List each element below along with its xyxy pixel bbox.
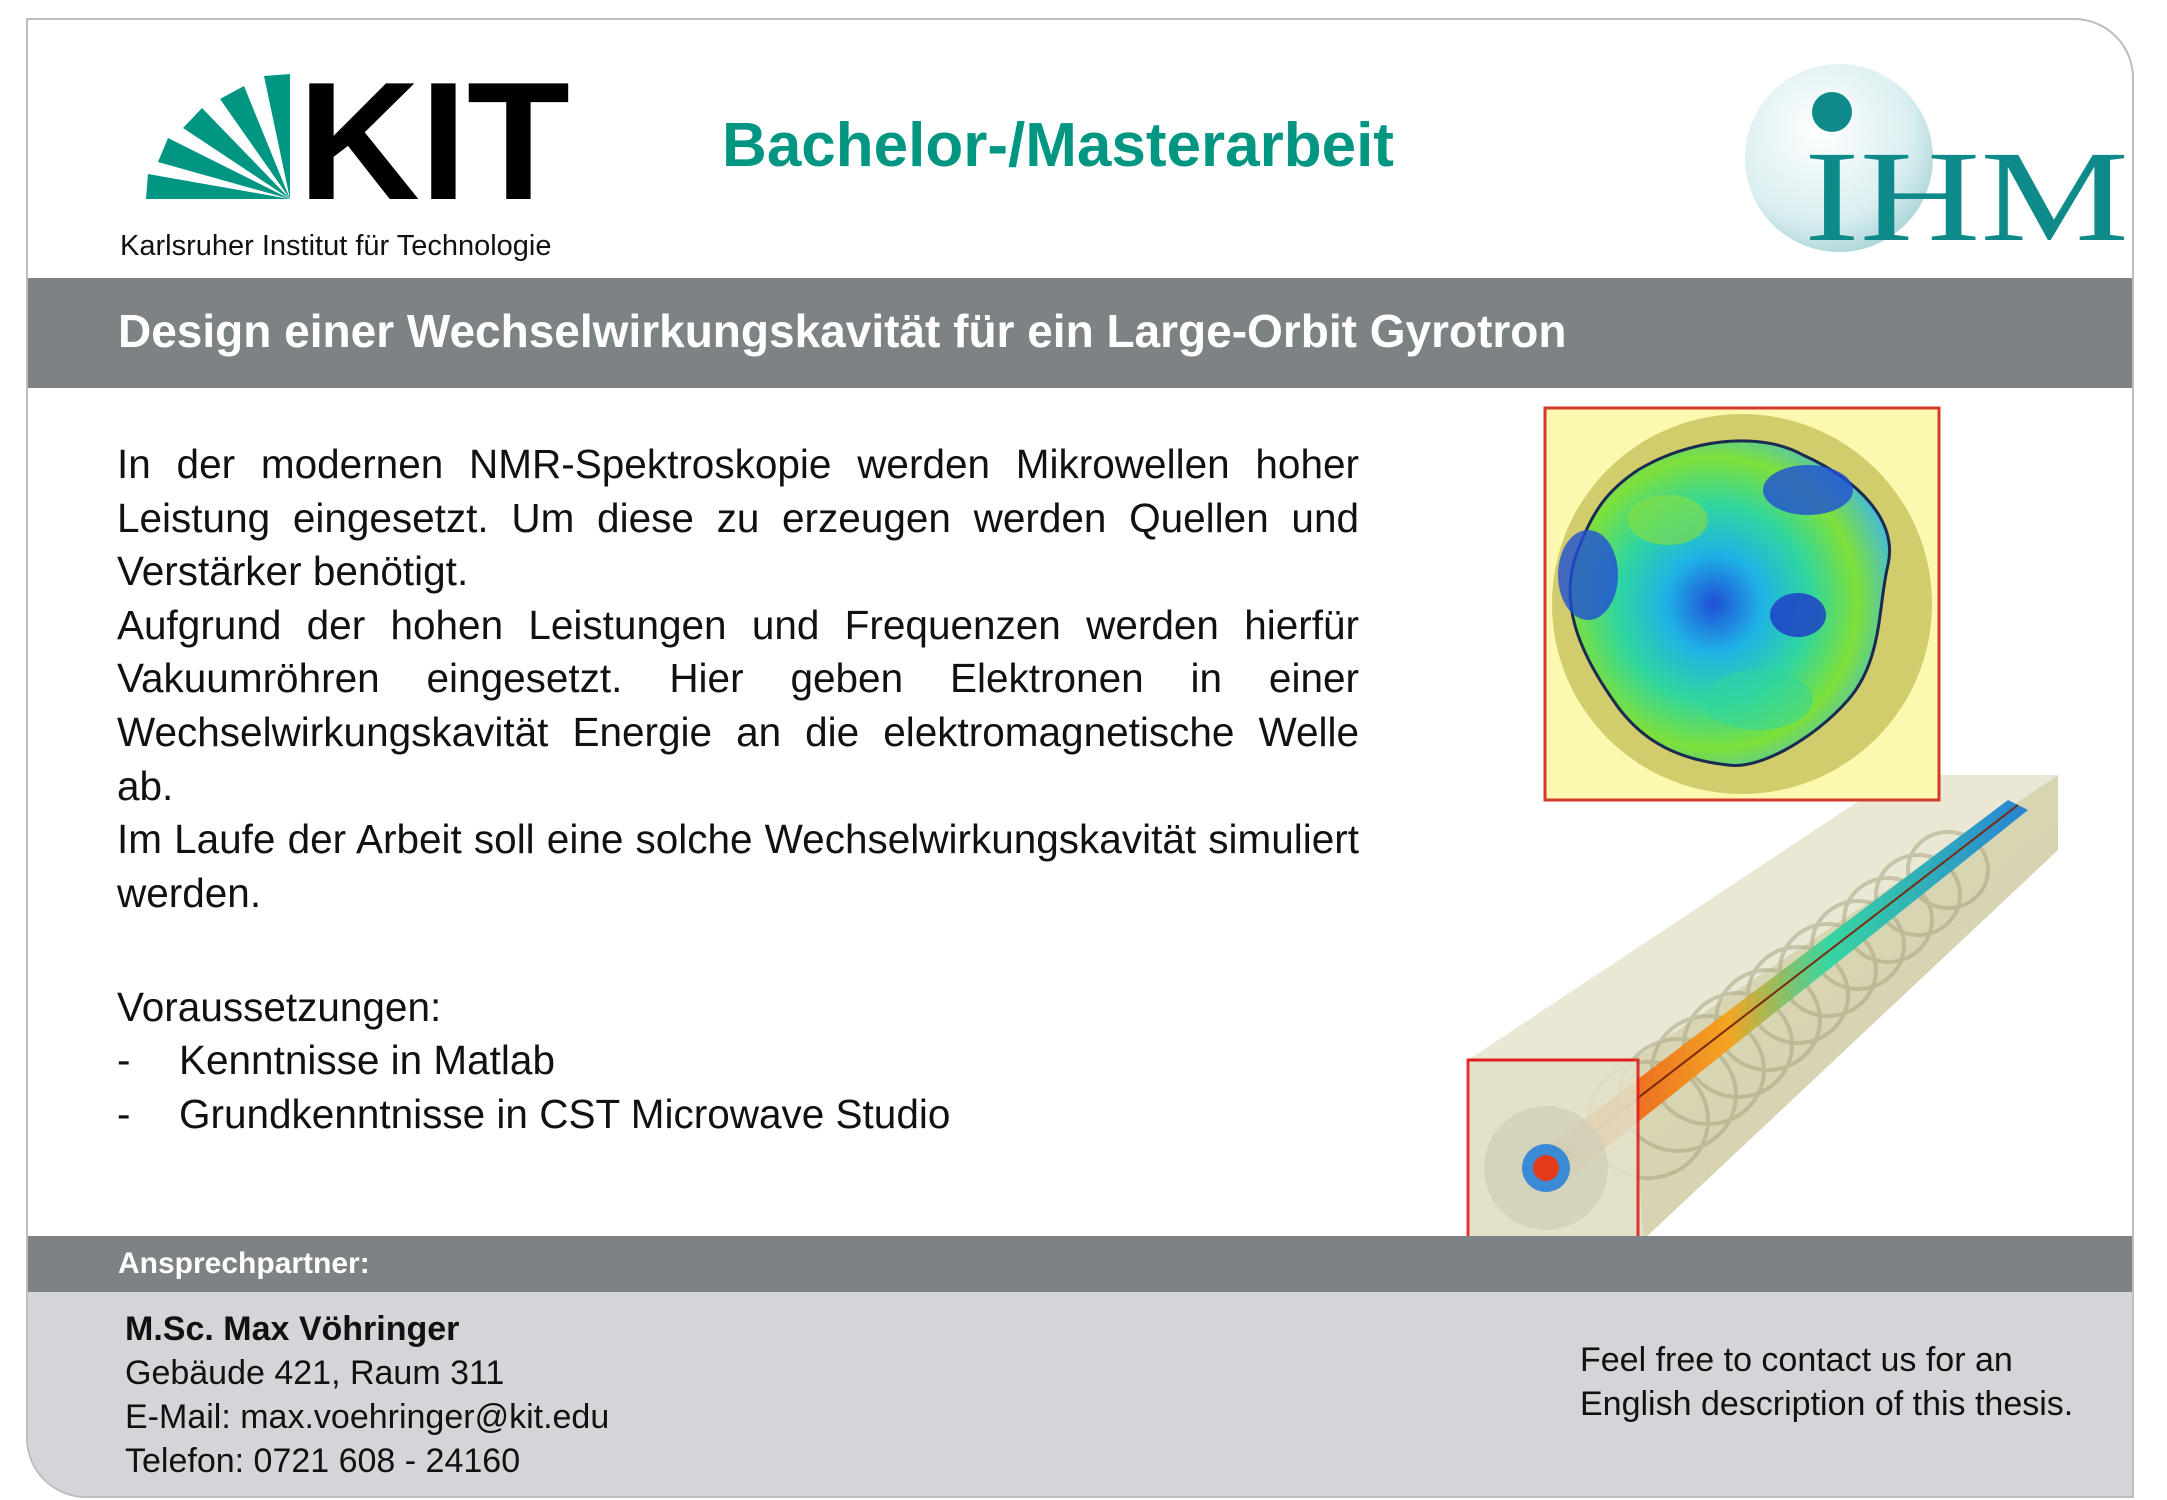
requirements-heading: Voraussetzungen: [117,984,442,1030]
contact-phone: Telefon: 0721 608 - 24160 [125,1442,521,1480]
contact-email[interactable]: E-Mail: max.voehringer@kit.edu [125,1398,610,1436]
paragraph: In der modernen NMR-Spektroskopie werden Mikrowellen hoher Leistung eingesetzt. Um diese zu erzeugen werden Quellen und Verstärker benötigt. [117,441,1359,595]
contact-header: Ansprechpartner: [118,1247,370,1280]
english-note [1580,1338,2073,1426]
requirement-item [117,1091,950,1138]
english-note-line: Feel free to contact us for an [1580,1341,2013,1379]
kit-wordmark: KIT [298,54,570,235]
contact-panel [28,1292,2132,1498]
requirement-item [117,1037,555,1084]
paragraph: Aufgrund der hohen Leistungen und Frequenzen werden hierfür Vakuumröhren eingesetzt. Hier geben Elektronen in einer Wechselwirkungskavität Energie an die elektromagnetische Welle ab. [117,601,1359,809]
requirement-text: Kenntnisse in Matlab [179,1037,555,1083]
english-note-line: English description of this thesis. [1580,1385,2074,1423]
contact-name: M.Sc. Max Vöhringer [125,1310,460,1348]
poster-card [26,18,2134,1498]
contact-header-bar [28,1236,2132,1292]
bullet: - [117,1037,131,1083]
ihm-wordmark: IHM [1804,125,2129,260]
contact-building: Gebäude 421, Raum 311 [125,1354,505,1392]
title-bar [28,278,2132,388]
kit-fan-icon [146,74,290,199]
cst-simulation-image [1428,400,2078,1260]
description [117,438,1359,920]
paragraph: Im Laufe der Arbeit soll eine solche Wechselwirkungskavität simuliert werden. [117,816,1359,916]
thesis-title: Design einer Wechselwirkungskavität für ein Large-Orbit Gyrotron [118,305,1567,357]
kit-subtitle: Karlsruher Institut für Technologie [120,230,552,262]
requirement-text: Grundkenntnisse in CST Microwave Studio [179,1091,951,1137]
headline: Bachelor-/Masterarbeit [722,111,1394,180]
ihm-logo [1744,60,2134,260]
bullet: - [117,1091,131,1137]
